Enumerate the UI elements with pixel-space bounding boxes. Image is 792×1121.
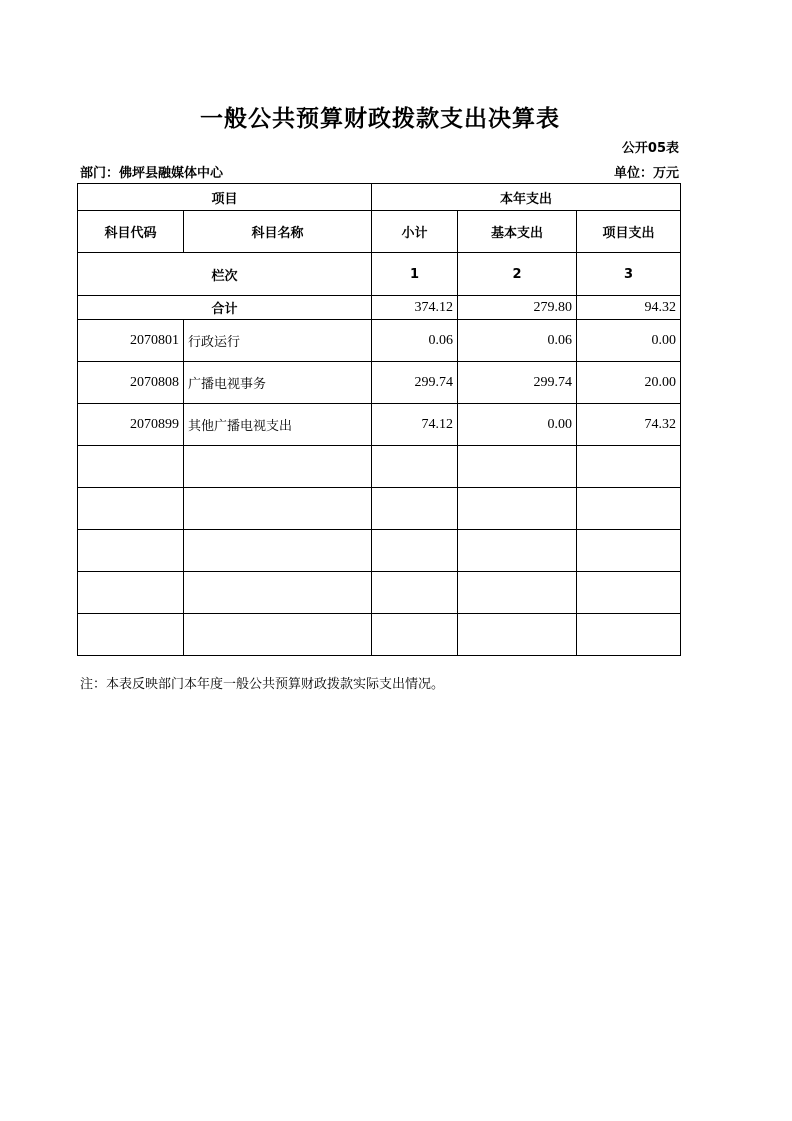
row-code: 2070801	[78, 320, 184, 362]
total-project: 94.32	[577, 296, 681, 320]
empty-cell	[184, 530, 372, 572]
header-row-1	[78, 184, 681, 211]
total-basic: 279.80	[458, 296, 577, 320]
empty-cell	[372, 488, 458, 530]
row-project: 20.00	[577, 362, 681, 404]
empty-cell	[78, 488, 184, 530]
empty-cell	[184, 446, 372, 488]
table-row	[78, 362, 681, 404]
row-subtotal: 74.12	[372, 404, 458, 446]
column-index-label: 栏次	[78, 253, 372, 296]
total-row	[78, 296, 681, 320]
empty-cell	[577, 446, 681, 488]
empty-row	[78, 614, 681, 656]
header-row-2	[78, 211, 681, 253]
department-label: 部门：佛坪县融媒体中心	[80, 166, 224, 181]
empty-cell	[184, 572, 372, 614]
header-basic-expense: 基本支出	[458, 211, 577, 253]
empty-cell	[577, 530, 681, 572]
row-subtotal: 0.06	[372, 320, 458, 362]
column-index-1: 1	[372, 253, 458, 296]
empty-cell	[458, 572, 577, 614]
empty-row	[78, 488, 681, 530]
footnote: 注：本表反映部门本年度一般公共预算财政拨款实际支出情况。	[80, 677, 445, 692]
row-code: 2070808	[78, 362, 184, 404]
empty-cell	[458, 446, 577, 488]
empty-row	[78, 446, 681, 488]
empty-cell	[372, 446, 458, 488]
header-project-expense: 项目支出	[577, 211, 681, 253]
unit-label: 单位：万元	[613, 166, 679, 181]
empty-cell	[184, 488, 372, 530]
table-row	[78, 320, 681, 362]
column-index-3: 3	[577, 253, 681, 296]
empty-cell	[372, 530, 458, 572]
row-name: 其他广播电视支出	[184, 404, 372, 446]
row-name: 行政运行	[184, 320, 372, 362]
report-title: 一般公共预算财政拨款支出决算表	[200, 106, 560, 132]
total-subtotal: 374.12	[372, 296, 458, 320]
row-code: 2070899	[78, 404, 184, 446]
row-name: 广播电视事务	[184, 362, 372, 404]
empty-cell	[577, 572, 681, 614]
empty-cell	[458, 614, 577, 656]
empty-cell	[184, 614, 372, 656]
empty-cell	[458, 530, 577, 572]
row-subtotal: 299.74	[372, 362, 458, 404]
empty-cell	[78, 614, 184, 656]
row-basic: 0.06	[458, 320, 577, 362]
empty-row	[78, 572, 681, 614]
header-current-year-expense: 本年支出	[372, 184, 681, 211]
header-subtotal: 小计	[372, 211, 458, 253]
column-index-row	[78, 253, 681, 296]
column-index-2: 2	[458, 253, 577, 296]
expense-table	[77, 183, 681, 656]
empty-cell	[372, 572, 458, 614]
form-code: 公开05表	[621, 141, 679, 156]
empty-cell	[78, 530, 184, 572]
empty-cell	[577, 614, 681, 656]
empty-row	[78, 530, 681, 572]
row-project: 74.32	[577, 404, 681, 446]
table-row	[78, 404, 681, 446]
empty-cell	[78, 446, 184, 488]
header-project: 项目	[78, 184, 372, 211]
row-basic: 299.74	[458, 362, 577, 404]
empty-cell	[78, 572, 184, 614]
total-label: 合计	[78, 296, 372, 320]
header-subject-name: 科目名称	[184, 211, 372, 253]
empty-cell	[577, 488, 681, 530]
header-subject-code: 科目代码	[78, 211, 184, 253]
row-project: 0.00	[577, 320, 681, 362]
empty-cell	[458, 488, 577, 530]
row-basic: 0.00	[458, 404, 577, 446]
empty-cell	[372, 614, 458, 656]
